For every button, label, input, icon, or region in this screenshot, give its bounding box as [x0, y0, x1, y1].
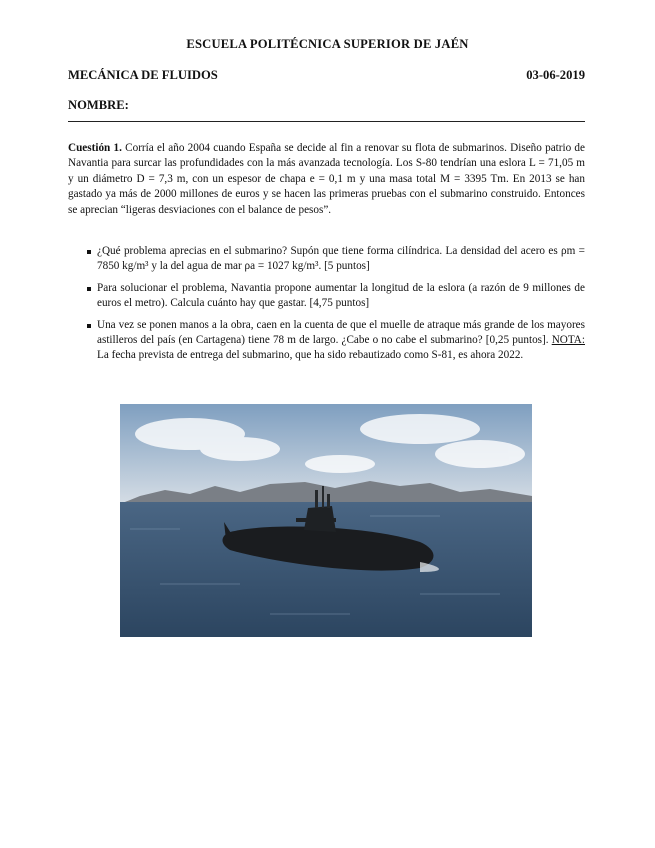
submarine-photo	[120, 404, 532, 637]
submarine-illustration	[120, 404, 532, 637]
course-row	[68, 68, 585, 83]
item-text: Una vez se ponen manos a la obra, caen en la cuenta de que el muelle de atraque más grande de los mayores astilleros del país (en Cartagena) tiene 78 m de largo. ¿Cabe o no cabe el submarino? [0,25 puntos].	[97, 318, 585, 347]
question-items	[68, 244, 585, 370]
list-item	[68, 318, 585, 364]
bullet-icon	[87, 250, 91, 254]
name-line	[68, 121, 585, 122]
course-title: MECÁNICA DE FLUIDOS	[68, 68, 218, 82]
question-text: Corría el año 2004 cuando España se decide al fin a renovar su flota de submarinos. Diseño patrio de Navantia para surcar las profundidades con la más avanzada tecnología. Los S-80 tendrían una eslora L = 71,05 m y un diámetro D = 7,3 m, con un espesor de chapa e = 0,1 m y una masa total M = 3395 Tm. En 2013 se han gastado ya más de 2000 millones de euros y se hacen las primeras pruebas con el submarino construido. Entonces se aprecian “ligeras desviaciones con el balance de pesos”.	[68, 142, 585, 216]
note-label: NOTA:	[551, 334, 585, 347]
question-label: Cuestión 1.	[68, 142, 122, 154]
exam-date: 03-06-2019	[526, 68, 585, 82]
bullet-icon	[87, 324, 91, 328]
bullet-icon	[87, 287, 91, 291]
item-text: Para solucionar el problema, Navantia propone aumentar la longitud de la eslora (a razón de 9 millones de euros el metro). Calcula cuánto hay que gastar. [4,75 puntos]	[97, 281, 585, 310]
item-text: ¿Qué problema aprecias en el submarino? Supón que tiene forma cilíndrica. La densidad del acero es ρm = 7850 kg/m³ y la del agua de mar ρa = 1027 kg/m³. [5 puntos]	[97, 245, 585, 273]
question-statement	[68, 141, 585, 218]
list-item	[68, 244, 585, 275]
list-item	[68, 281, 585, 312]
school-title: ESCUELA POLITÉCNICA SUPERIOR DE JAÉN	[186, 37, 469, 51]
note-text: La fecha prevista de entrega del submarino, que ha sido rebautizado como S-81, es ahora 2022.	[97, 349, 524, 362]
name-label: NOMBRE:	[68, 98, 129, 112]
